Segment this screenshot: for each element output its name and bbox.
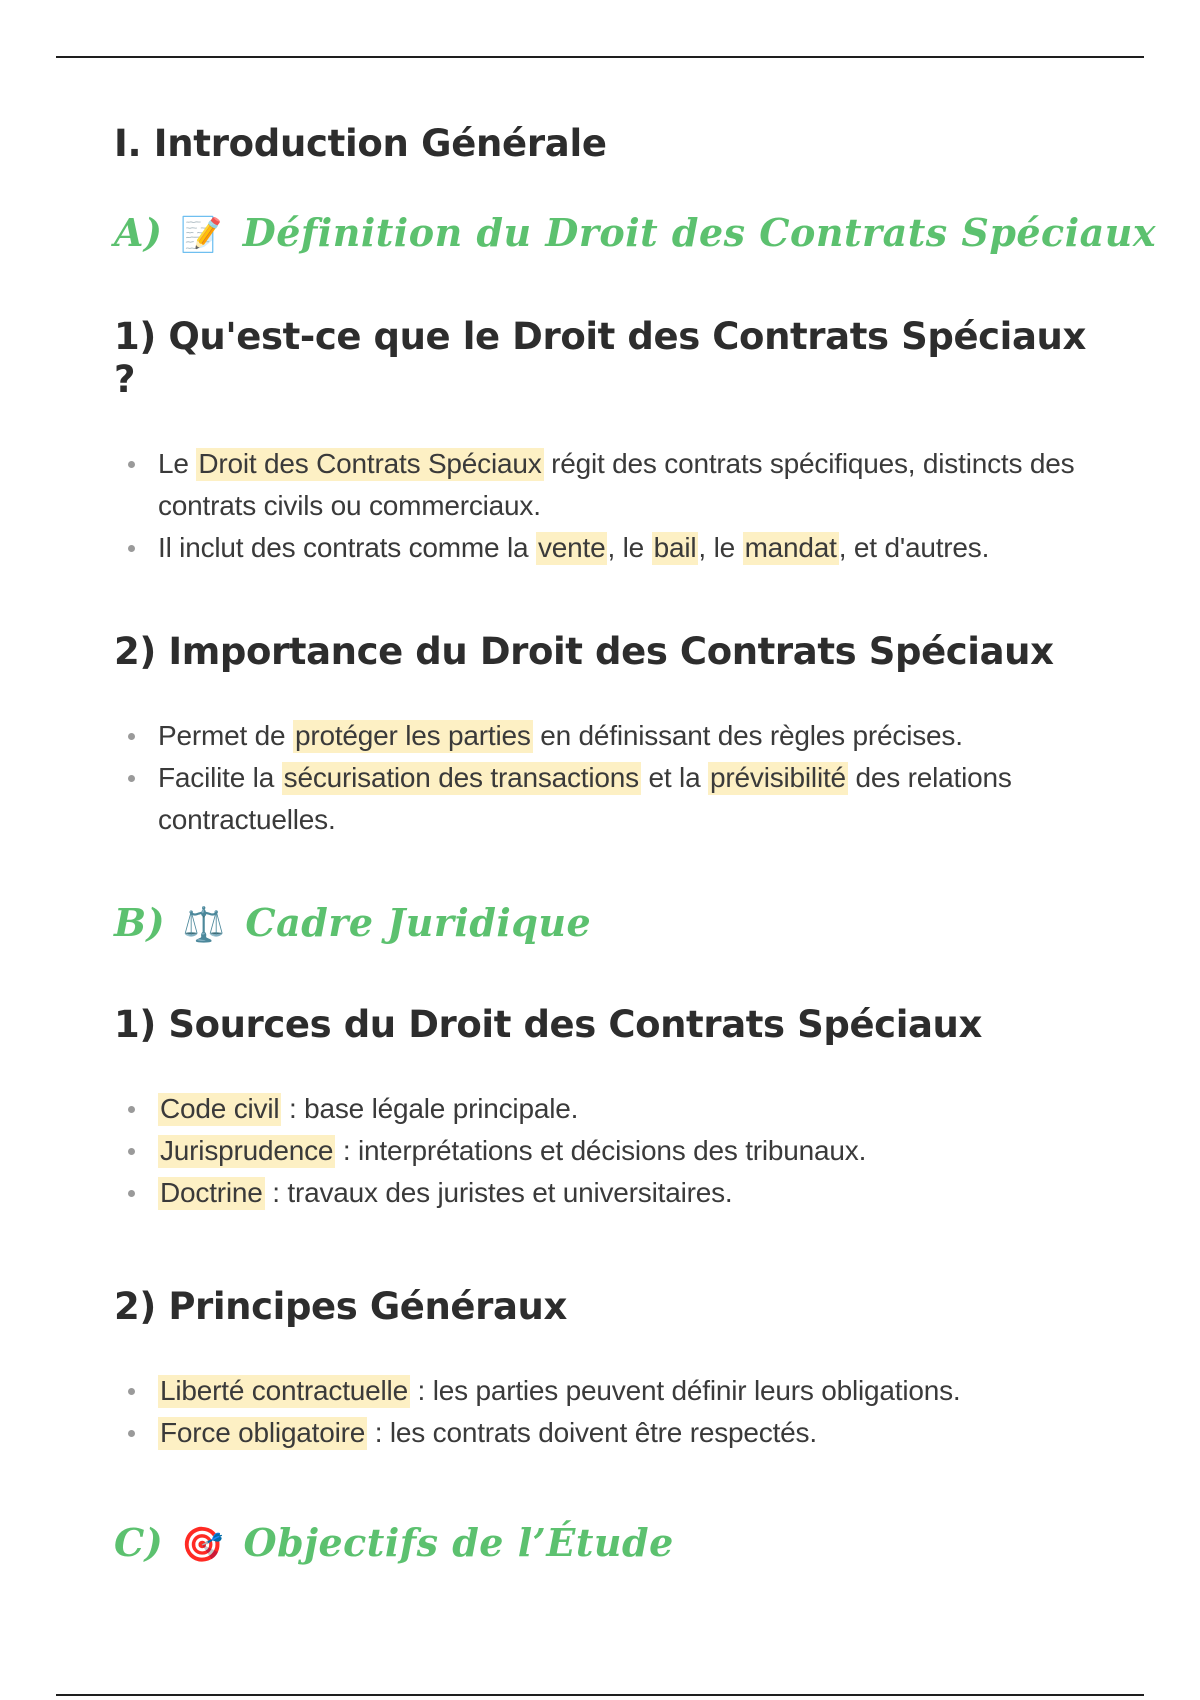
- section-b-label: Cadre Juridique: [245, 900, 592, 945]
- highlight-term: bail: [653, 532, 697, 563]
- section-b-sub1: [114, 1003, 1114, 1214]
- item-text: Facilite la: [158, 762, 282, 793]
- item-text: : les contrats doivent être respectés.: [367, 1417, 817, 1448]
- highlight-term: vente: [537, 532, 606, 563]
- section-b-sub1-heading: 1) Sources du Droit des Contrats Spéciaux: [114, 1003, 982, 1046]
- list-item: [158, 443, 1114, 527]
- section-a-title: [114, 210, 1157, 255]
- scales-icon: ⚖️: [182, 905, 226, 945]
- highlight-term: Doctrine: [160, 1177, 263, 1208]
- target-icon: 🎯: [180, 1525, 224, 1565]
- section-a-sub1-list: [114, 443, 1114, 569]
- item-text: Le: [158, 448, 197, 479]
- item-text: en définissant des règles précises.: [532, 720, 963, 751]
- highlight-term: Force obligatoire: [160, 1417, 366, 1448]
- highlight-term: Liberté contractuelle: [160, 1375, 408, 1406]
- item-text: : les parties peuvent définir leurs obligations.: [409, 1375, 961, 1406]
- item-text: Il inclut des contrats comme la: [158, 532, 536, 563]
- item-text: : base légale principale.: [281, 1093, 579, 1124]
- section-a-sub1-heading: 1) Qu'est-ce que le Droit des Contrats Spéciaux ?: [114, 315, 1086, 401]
- item-text: et la: [640, 762, 709, 793]
- item-text: , le: [698, 532, 743, 563]
- section-a-sub2: [114, 630, 1114, 841]
- section-a-label: Définition du Droit des Contrats Spéciaux: [242, 210, 1157, 255]
- list-item: [158, 1172, 1114, 1214]
- section-b-sub2: [114, 1285, 1114, 1454]
- item-text: , et d'autres.: [838, 532, 990, 563]
- section-a-prefix: A): [114, 210, 163, 255]
- item-text: , le: [607, 532, 652, 563]
- section-b-sub2-list: [114, 1370, 1114, 1454]
- list-item: [158, 1370, 1114, 1412]
- item-text: Permet de: [158, 720, 293, 751]
- list-item: [158, 757, 1114, 841]
- highlight-term: sécurisation des transactions: [283, 762, 639, 793]
- highlight-term: Jurisprudence: [160, 1135, 334, 1166]
- item-text: : interprétations et décisions des tribunaux.: [335, 1135, 867, 1166]
- list-item: [158, 527, 1114, 569]
- section-a-sub1: [114, 315, 1114, 569]
- item-text: : travaux des juristes et universitaires.: [264, 1177, 733, 1208]
- list-item: [158, 1412, 1114, 1454]
- highlight-term: mandat: [744, 532, 837, 563]
- section-b-sub2-heading: 2) Principes Généraux: [114, 1285, 567, 1328]
- highlight-term: prévisibilité: [710, 762, 846, 793]
- highlight-term: protéger les parties: [294, 720, 531, 751]
- section-b-prefix: B): [114, 900, 166, 945]
- section-c-label: Objectifs de l’Étude: [243, 1520, 674, 1565]
- section-c-prefix: C): [114, 1520, 164, 1565]
- top-rule: [56, 56, 1144, 58]
- section-a-sub2-heading: 2) Importance du Droit des Contrats Spéciaux: [114, 630, 1054, 673]
- list-item: [158, 715, 1114, 757]
- list-item: [158, 1088, 1114, 1130]
- page-title: I. Introduction Générale: [114, 122, 607, 165]
- section-c-title: [114, 1520, 1114, 1565]
- highlight-term: Code civil: [160, 1093, 280, 1124]
- memo-icon: 📝: [180, 215, 224, 255]
- section-b-title: [114, 900, 1114, 945]
- page-title-block: [114, 110, 1114, 165]
- bottom-rule: [56, 1694, 1144, 1696]
- section-b-sub1-list: [114, 1088, 1114, 1214]
- section-a-sub2-list: [114, 715, 1114, 841]
- item-text: des relations contractuelles.: [158, 762, 1012, 835]
- item-text: régit des contrats spécifiques, distincts des contrats civils ou commerciaux.: [158, 448, 1075, 521]
- highlight-term: Droit des Contrats Spéciaux: [198, 448, 542, 479]
- list-item: [158, 1130, 1114, 1172]
